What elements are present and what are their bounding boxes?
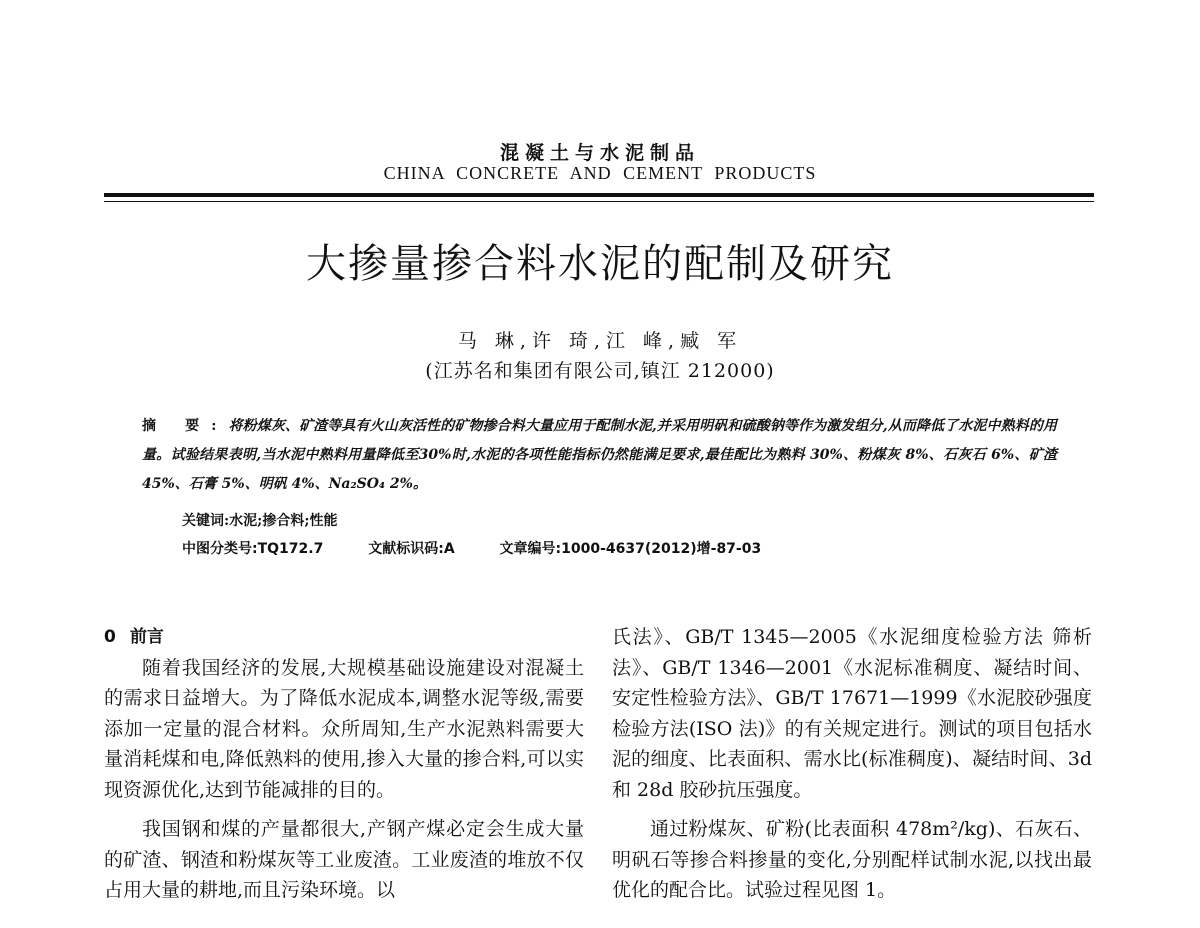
journal-name-en: CHINA CONCRETE AND CEMENT PRODUCTS [383, 163, 817, 183]
left-column [104, 622, 584, 928]
abstract [142, 412, 1057, 499]
article-affiliation: (江苏名和集团有限公司,镇江 212000) [425, 360, 775, 382]
article-authors: 马 琳,许 琦,江 峰,臧 军 [457, 330, 743, 352]
journal-name-cn: 混凝土与水泥制品 [499, 142, 700, 164]
section-number: 0 [104, 627, 116, 647]
classification-line [182, 538, 1082, 558]
abstract-label: 摘 要: [142, 418, 229, 434]
abstract-text: 将粉煤灰、矿渣等具有火山灰活性的矿物掺合料大量应用于配制水泥,并采用明矾和硫酸钠等作为激发组分,从而降低了水泥中熟料的用量。试验结果表明,当水泥中熟料用量降低至30%时,水泥的各项性能指标仍然能满足要求,最佳配比为熟料 30%、粉煤灰 8%、石灰石 6%、矿渣 45%、石膏 5%、明矾 4%、Na₂SO₄ 2%。 [142, 418, 1057, 492]
right-paragraph-2: 通过粉煤灰、矿粉(比表面积 478m²/kg)、石灰石、明矾石等掺合料掺量的变化,分别配样试制水泥,以找出最优化的配合比。试验过程见图 1。 [612, 818, 1092, 901]
left-paragraph-2: 我国钢和煤的产量都很大,产钢产煤必定会生成大量的矿渣、钢渣和粉煤灰等工业废渣。工业废渣的堆放不仅占用大量的耕地,而且污染环境。以 [104, 818, 584, 901]
keywords: 关键词:水泥;掺合料;性能 [182, 513, 338, 529]
header-rule-thick [104, 193, 1094, 197]
header-rule-thin [104, 201, 1094, 202]
right-column [612, 622, 1092, 906]
article-number: 文章编号:1000-4637(2012)增-87-03 [499, 541, 762, 557]
clc-number: 中图分类号:TQ172.7 [182, 541, 324, 557]
right-paragraph-1: 氏法》、GB/T 1345—2005《水泥细度检验方法 筛析法》、GB/T 1346—2001《水泥标准稠度、凝结时间、安定性检验方法》、GB/T 17671—1999《水泥胶砂强度检验方法(ISO 法)》的有关规定进行。测试的项目包括水泥的细度、比表面积、需水比(标准稠度)、凝结时间、3d 和 28d 胶砂抗压强度。 [612, 626, 1092, 801]
section-title: 前言 [129, 627, 164, 647]
left-paragraph-1: 随着我国经济的发展,大规模基础设施建设对混凝土的需求日益增大。为了降低水泥成本,调整水泥等级,需要添加一定量的混合材料。众所周知,生产水泥熟料需要大量消耗煤和电,降低熟料的使用,掺入大量的掺合料,可以实现资源优化,达到节能减排的目的。 [104, 656, 584, 801]
document-code: 文献标识码:A [368, 541, 455, 557]
section-heading [104, 622, 584, 653]
article-title: 大掺量掺合料水泥的配制及研究 [306, 241, 894, 287]
